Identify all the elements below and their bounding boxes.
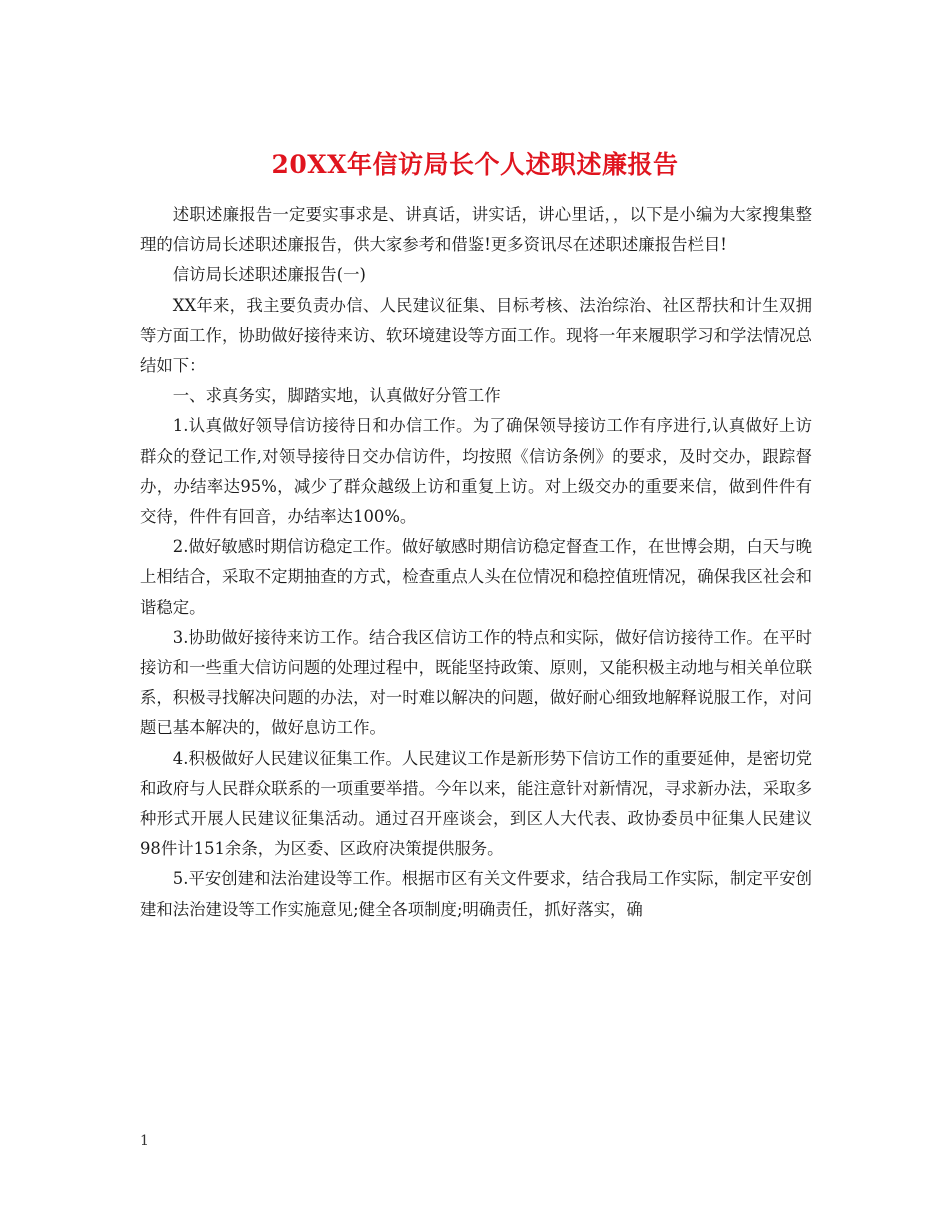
document-title: 20XX年信访局长个人述职述廉报告: [271, 149, 679, 179]
paragraph-item-5: 5.平安创建和法治建设等工作。根据市区有关文件要求，结合我局工作实际，制定平安创建和法治建设等工作实施意见;健全各项制度;明确责任，抓好落实，确: [140, 869, 812, 919]
paragraph-item-3: 3.协助做好接待来访工作。结合我区信访工作的特点和实际，做好信访接待工作。在平时接访和一些重大信访问题的处理过程中，既能坚持政策、原则，又能积极主动地与相关单位联系，积极寻找解决问题的办法，对一时难以解决的问题，做好耐心细致地解释说服工作，对问题已基本解决的，做好息访工作。: [140, 627, 813, 738]
paragraph-section-heading: 信访局长述职述廉报告(一): [172, 265, 366, 285]
paragraph-intro: 述职述廉报告一定要实事求是、讲真话，讲实话，讲心里话，，以下是小编为大家搜集整理的信访局长述职述廉报告，供大家参考和借鉴!更多资讯尽在述职述廉报告栏目!: [140, 205, 812, 255]
paragraph-item-1: 1.认真做好领导信访接待日和办信工作。为了确保领导接访工作有序进行,认真做好上访群众的登记工作,对领导接待日交办信访件，均按照《信访条例》的要求，及时交办，跟踪督办，办结率达95%，减少了群众越级上访和重复上访。对上级交办的重要来信，做到件件有交待，件件有回音，办结率达100%。: [140, 416, 812, 527]
paragraph-item-2: 2.做好敏感时期信访稳定工作。做好敏感时期信访稳定督查工作，在世博会期，白天与晚上相结合，采取不定期抽查的方式，检查重点人头在位情况和稳控值班情况，确保我区社会和谐稳定。: [140, 537, 813, 617]
paragraph-part-one-heading: 一、求真务实，脚踏实地，认真做好分管工作: [172, 386, 501, 406]
paragraph-item-4: 4.积极做好人民建议征集工作。人民建议工作是新形势下信访工作的重要延伸，是密切党和政府与人民群众联系的一项重要举措。今年以来，能注意针对新情况，寻求新办法，采取多种形式开展人民建议征集活动。通过召开座谈会，到区人大代表、政协委员中征集人民建议98件计151余条，为区委、区政府决策提供服务。: [140, 748, 813, 859]
paragraph-overview: XX年来，我主要负责办信、人民建议征集、目标考核、法治综治、社区帮扶和计生双拥等方面工作，协助做好接待来访、软环境建设等方面工作。现将一年来履职学习和学法情况总结如下：: [140, 295, 813, 376]
page-number: 1: [140, 1133, 149, 1149]
document-body: [140, 200, 812, 925]
